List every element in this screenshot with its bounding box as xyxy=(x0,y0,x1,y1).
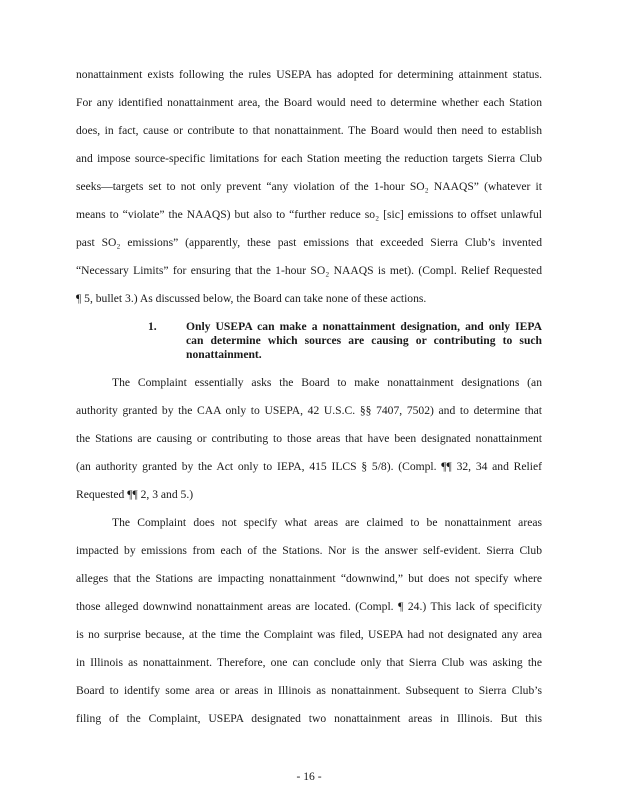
paragraph-3-line: in Illinois as nonattainment. Therefore, one can conclude only that Sierra Club was asking the xyxy=(76,656,542,669)
paragraph-2-line: authority granted by the CAA only to USEPA, 42 U.S.C. §§ 7407, 7502) and to determine that xyxy=(76,404,542,417)
paragraph-1-line: seeks—targets set to not only prevent “any violation of the 1-hour SO₂ NAAQS” (whatever it xyxy=(76,180,542,193)
paragraph-3-line: impacted by emissions from each of the Stations. Nor is the answer self-evident. Sierra Club xyxy=(76,544,542,557)
paragraph-1-line: and impose source-specific limitations for each Station meeting the reduction targets Sierra Club xyxy=(76,152,542,165)
section-heading-line: can determine which sources are causing or contributing to such xyxy=(186,334,542,347)
paragraph-1-line: nonattainment exists following the rules USEPA has adopted for determining attainment status. xyxy=(76,68,542,81)
paragraph-3-line: is no surprise because, at the time the Complaint was filed, USEPA had not designated any area xyxy=(76,628,542,641)
paragraph-2-line: (an authority granted by the Act only to IEPA, 415 ILCS § 5/8). (Compl. ¶¶ 32, 34 and Relief xyxy=(76,460,542,473)
paragraph-1-line: means to “violate” the NAAQS) but also to “further reduce so₂ [sic] emissions to offset unlawful xyxy=(76,208,542,221)
paragraph-3-line: alleges that the Stations are impacting nonattainment “downwind,” but does not specify where xyxy=(76,572,542,585)
paragraph-3-line: Board to identify some area or areas in Illinois as nonattainment. Subsequent to Sierra Club’s xyxy=(76,684,542,697)
paragraph-3-line: filing of the Complaint, USEPA designated two nonattainment areas in Illinois. But this xyxy=(76,712,542,725)
paragraph-1-line: does, in fact, cause or contribute to that nonattainment. The Board would then need to establish xyxy=(76,124,542,137)
paragraph-3-line: those alleged downwind nonattainment areas are located. (Compl. ¶ 24.) This lack of specificity xyxy=(76,600,542,613)
paragraph-1-line: For any identified nonattainment area, the Board would need to determine whether each Station xyxy=(76,96,542,109)
paragraph-2-line: Requested ¶¶ 2, 3 and 5.) xyxy=(76,488,194,501)
section-heading-line: nonattainment. xyxy=(186,348,262,361)
section-heading-number: 1. xyxy=(148,320,157,333)
paragraph-3-line: The Complaint does not specify what areas are claimed to be nonattainment areas xyxy=(112,516,542,529)
paragraph-1-line: “Necessary Limits” for ensuring that the 1-hour SO₂ NAAQS is met). (Compl. Relief Requested xyxy=(76,264,542,277)
page-number: - 16 - xyxy=(296,770,322,783)
paragraph-1-line: past SO₂ emissions” (apparently, these past emissions that exceeded Sierra Club’s invented xyxy=(76,236,542,249)
section-heading-line: Only USEPA can make a nonattainment designation, and only IEPA xyxy=(186,320,542,333)
paragraph-2-line: the Stations are causing or contributing to those areas that have been designated nonattainment xyxy=(76,432,542,445)
paragraph-1-line: ¶ 5, bullet 3.) As discussed below, the Board can take none of these actions. xyxy=(76,292,427,305)
paragraph-2-line: The Complaint essentially asks the Board to make nonattainment designations (an xyxy=(112,376,542,389)
